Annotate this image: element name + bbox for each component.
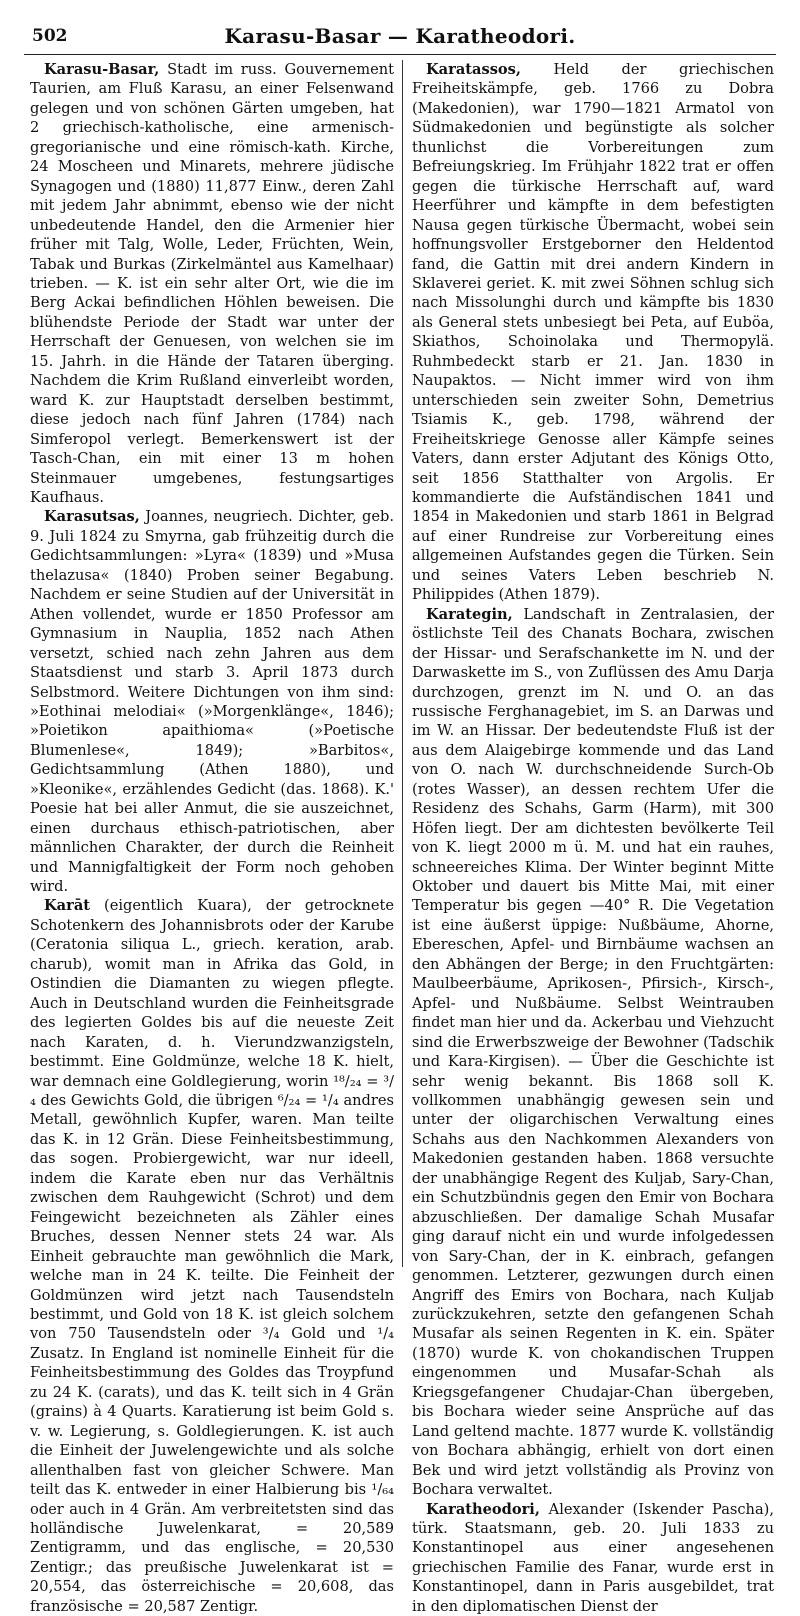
entry-karatheodori xyxy=(412,1500,774,1616)
entry-headword: Karāt xyxy=(44,897,91,915)
right-column xyxy=(412,60,775,1615)
page-header xyxy=(24,14,776,55)
entry-headword: Karatheodori, xyxy=(426,1500,540,1518)
entry-text: Landschaft in Zentralasien, der östlichste Teil des Chanats Bochara, zwischen der Hissar- und Serafschankette im N. und der Darwaskette im S., von Zuflüssen des Amu Darja durchzogen, grenzt im N. und O. an das russische Ferghanagebiet, im S. an Darwas und im W. an Hissar. Der bedeutendste Fluß ist der aus dem Alaigebirge kommende und das Land von O. nach W. durchschneidende Surch-Ob (rotes Wasser), an dessen rechtem Ufer die Residenz des Schahs, Garm (Harm), mit 300 Höfen liegt. Der am dichtesten bevölkerte Teil von K. liegt 2000 m ü. M. und hat ein rauhes, schneereiches Klima. Der Winter beginnt Mitte Oktober und dauert bis Mitte Mai, mit einer Temperatur bis gegen —40° R. Die Vegetation ist eine äußerst üppige: Nußbäume, Ahorne, Ebereschen, Apfel- und Birnbäume wachsen an den Abhängen der Berge; in den Fruchtgärten: Maulbeerbäume, Aprikosen-, Pfirsich-, Kirsch-, Apfel- und Nußbäume. Selbst Weintrauben findet man hier und da. Ackerbau und Viehzucht sind die Erwerbszweige der Bewohner (Tadschik und Kara-Kirgisen). — Über die Geschichte ist sehr wenig bekannt. Bis 1868 soll K. vollkommen unabhängig gewesen sein und unter der oligarchischen Verwaltung eines Schahs aus den Nachkommen Alexanders von Makedonien gestanden haben. 1868 versuchte der unabhängige Regent des Kuljab, Sary-Chan, ein Schutzbündnis gegen den Emir von Bochara abzuschließen. Der damalige Schah Musafar ging darauf nicht ein und wurde infolgedessen von Sary-Chan, der in K. einbrach, gefangen genommen. Letzterer, gezwungen durch einen Angriff des Emirs von Bochara, nach Kuljab zurückzukehren, setzte den gefangenen Schah Musafar als seinen Regenten in K. ein. Später (1870) wurde K. von chokandischen Truppen eingenommen und Musafar-Schah als Kriegsgefangener Chudajar-Chan übergeben, bis Bochara wieder seine Ansprüche auf das Land geltend machte. 1877 wurde K. vollständig von Bochara abhängig, erhielt von dort einen Bek und wird jetzt vollständig als Provinz von Bochara verwaltet. xyxy=(412,605,775,1499)
entry-headword: Karatassos, xyxy=(426,61,521,78)
running-title: Karasu-Basar — Karatheodori. xyxy=(224,24,576,48)
entry-headword: Karasutsas, xyxy=(44,508,140,526)
entry-karat xyxy=(30,896,394,1616)
entry-text: Joannes, neugriech. Dichter, geb. 9. Juli 1824 zu Smyrna, gab frühzeitig durch die Gedichtsammlungen: »Lyra« (1839) und »Musa thelazusa« (1840) Proben seiner Begabung. Nachdem er seine Studien auf der Universität in Athen vollendet, wurde er 1850 Professor am Gymnasium in Nauplia, 1852 nach Athen versetzt, schied nach zehn Jahren aus dem Staatsdienst und starb 3. April 1873 durch Selbstmord. Weitere Dichtungen von ihm sind: »Eothinai melodiai« (»Morgenklänge«, 1846); »Poietikon apaithioma« (»Poetische Blumenlese«, 1849); »Barbitos«, Gedichtsammlung (Athen 1880), und »Kleonike«, erzählendes Gedicht (das. 1868). K.' Poesie hat bei aller Anmut, die sie auszeichnet, einen durchaus ethisch-patriotischen, aber männlichen Charakter, der durch die Reinheit und Mannigfaltigkeit der Form noch gehoben wird. xyxy=(30,508,395,896)
entry-text: (eigentlich Kuara), der getrocknete Schotenkern des Johannisbrots oder der Karube (Ceratonia siliqua L., griech. keration, arab. charub), womit man in Afrika das Gold, in Ostindien die Diamanten zu wiegen pflegte. Auch in Deutschland wurden die Feinheitsgrade des legierten Goldes bis auf die neueste Zeit nach Karaten, d. h. Vierundzwanzigsteln, bestimmt. Eine Goldmünze, welche 18 K. hielt, war demnach eine Goldlegierung, worin ¹⁸/₂₄ = ³/₄ des Gewichts Gold, die übrigen ⁶/₂₄ = ¹/₄ andres Metall, gewöhnlich Kupfer, waren. Man teilte das K. in 12 Grän. Diese Feinheitsbestimmung, das sogen. Probiergewicht, war nur ideell, indem die Karate eben nur das Verhältnis zwischen dem Rauhgewicht (Schrot) und dem Feingewicht bezeichneten als Zähler eines Bruches, dessen Nenner stets 24 war. Als Einheit gebrauchte man gewöhnlich die Mark, welche man in 24 K. teilte. Die Feinheit der Goldmünzen wird jetzt nach Tausendsteln bestimmt, und Gold von 18 K. ist gleich solchem von 750 Tausendsteln oder ³/₄ Gold und ¹/₄ Zusatz. In England ist nominelle Einheit für die Feinheitsbestimmung des Goldes das Troypfund zu 24 K. (carats), und das K. teilt sich in 4 Grän (grains) à 4 Quarts. Karatierung ist beim Gold s. v. w. Legierung, s. Goldlegierungen. K. ist auch die Einheit der Juwelengewichte und als solche allenthalben fast von gleicher Schwere. Man teilt das K. entweder in einer Halbierung bis ¹/₆₄ oder auch in 4 Grän. Am verbreitetsten sind das holländische Juwelenkarat, = 20,589 Zentigramm, und das englische, = 20,530 Zentigr.; das preußische Juwelenkarat ist = 20,554, das österreichische = 20,608, das französische = 20,587 Zentigr. xyxy=(30,897,395,1615)
column-divider xyxy=(402,60,403,1267)
entry-karategin xyxy=(412,605,774,1500)
text-columns xyxy=(30,60,775,1615)
entry-karasutsas xyxy=(30,507,394,896)
entry-karatassos xyxy=(412,60,774,605)
entry-headword: Karategin, xyxy=(426,605,513,623)
page-number: 502 xyxy=(32,26,68,46)
entry-text: Stadt im russ. Gouvernement Taurien, am Fluß Karasu, an einer Felsenwand gelegen und von schönen Gärten umgeben, hat 2 griechisch-katholische, eine armenisch-gregorianische und eine römisch-kath. Kirche, 24 Moscheen und Minarets, mehrere jüdische Synagogen und (1880) 11,877 Einw., deren Zahl mit jedem Jahr abnimmt, ebenso wie der nicht unbedeutende Handel, den die Armenier hier früher mit Talg, Wolle, Leder, Früchten, Wein, Tabak und Burkas (Zirkelmäntel aus Kamelhaar) trieben. — K. ist ein sehr alter Ort, wie die im Berg Ackai befindlichen Höhlen beweisen. Die blühendste Periode der Stadt war unter der Herrschaft der Genuesen, von welchen sie im 15. Jahrh. in die Hände der Tataren überging. Nachdem die Krim Rußland einverleibt worden, ward K. zur Hauptstadt derselben bestimmt, diese jedoch nach fünf Jahren (1784) nach Simferopol verlegt. Bemerkenswert ist der Tasch-Chan, ein mit einer 13 m hohen Steinmauer umgebenes, festungsartiges Kaufhaus. xyxy=(30,61,394,506)
entry-karasu-basar xyxy=(30,60,394,507)
entry-headword: Karasu-Basar, xyxy=(44,61,160,78)
left-column xyxy=(30,60,395,1615)
entry-text: Held der griechischen Freiheitskämpfe, geb. 1766 zu Dobra (Makedonien), war 1790—1821 Armatol von Südmakedonien und begünstigte als solcher thunlichst die Vorbereitungen zum Befreiungskrieg. Im Frühjahr 1822 trat er offen gegen die türkische Herrschaft auf, ward Heerführer und kämpfte in dem befestigten Nausa gegen türkische Übermacht, wobei sein hoffnungsvoller Erstgeborner den Heldentod fand, die Gattin mit drei andern Kindern in Sklaverei geriet. K. mit zwei Söhnen schlug sich nach Missolunghi durch und kämpfte bis 1830 als General stets unbesiegt bei Peta, auf Euböa, Skiathos, Schoinolaka und Thermopylä. Ruhmbedeckt starb er 21. Jan. 1830 in Naupaktos. — Nicht immer wird von ihm unterschieden sein zweiter Sohn, Demetrius Tsiamis K., geb. 1798, während der Freiheitskriege Genosse aller Kämpfe seines Vaters, dann erster Adjutant des Königs Otto, seit 1856 Statthalter von Argolis. Er kommandierte die Aufständischen 1841 und 1854 in Makedonien und starb 1861 in Belgrad auf einer Rundreise zur Vorbereitung eines allgemeinen Aufstandes gegen die Türken. Sein und seines Vaters Leben beschrieb N. Philippides (Athen 1879). xyxy=(412,61,774,604)
entry-text: Alexander (Iskender Pascha), türk. Staatsmann, geb. 20. Juli 1833 zu Konstantinopel aus einer angesehenen griechischen Familie des Fanar, wurde erst in Konstantinopel, dann in Paris ausgebildet, trat in den diplomatischen Dienst der xyxy=(412,1500,774,1615)
